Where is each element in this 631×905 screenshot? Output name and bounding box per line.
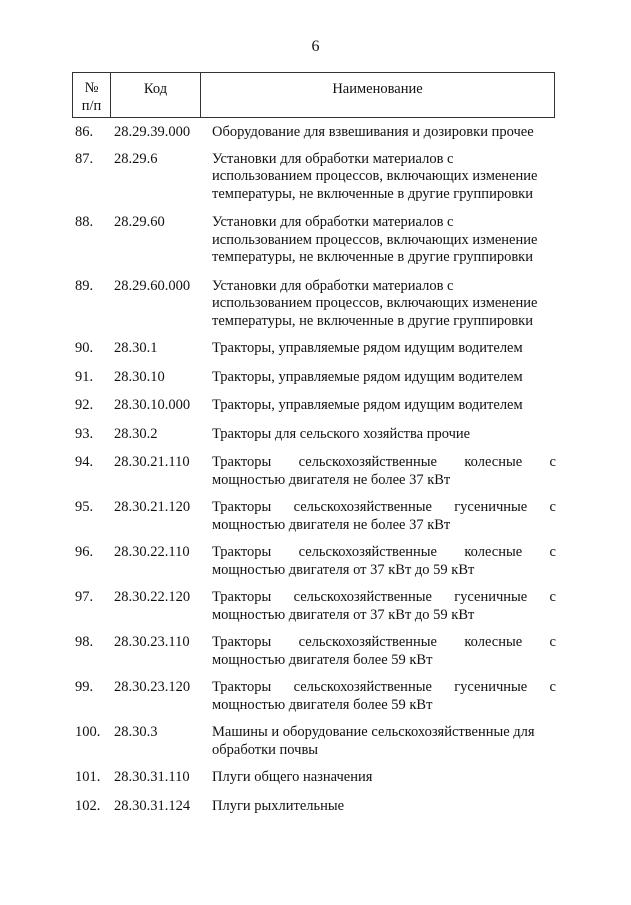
row-code: 28.30.21.110 <box>114 454 190 470</box>
table-row <box>72 278 556 331</box>
table-row <box>72 124 556 142</box>
row-number: 95. <box>75 499 94 515</box>
row-code: 28.29.6 <box>114 150 158 167</box>
row-number: 98. <box>75 634 94 650</box>
row-number: 99. <box>75 679 94 695</box>
row-number: 86. <box>75 124 94 140</box>
row-code: 28.30.1 <box>114 340 158 356</box>
header-num-abbr: п/п <box>81 98 102 114</box>
row-code: 28.29.60 <box>114 214 165 230</box>
header-name: Наименование <box>332 81 423 97</box>
row-name: Установки для обработки материалов с использованием процессов, включающих изменение температуры, не включенные в другие группировки <box>212 277 538 329</box>
row-name: Тракторы для сельского хозяйства прочие <box>212 425 471 442</box>
table-row <box>72 454 556 489</box>
row-code: 28.29.60.000 <box>114 277 191 294</box>
table-row <box>72 589 556 624</box>
table-row <box>72 634 556 669</box>
row-name: Тракторы, управляемые рядом идущим водителем <box>212 368 523 385</box>
row-number: 92. <box>75 397 94 413</box>
table-row <box>72 426 556 444</box>
row-name: Установки для обработки материалов с использованием процессов, включающих изменение температуры, не включенные в другие группировки <box>212 150 538 202</box>
row-number: 102. <box>75 797 101 814</box>
row-number: 91. <box>75 368 94 385</box>
row-name: Тракторы сельскохозяйственные колесные с мощностью двигателя не более 37 кВт <box>212 454 556 488</box>
table-row <box>72 798 556 816</box>
header-num-cell <box>73 73 111 117</box>
table-row <box>72 369 556 387</box>
table-header <box>72 72 555 118</box>
row-number: 94. <box>75 454 94 470</box>
row-name: Тракторы сельскохозяйственные колесные с мощностью двигателя более 59 кВт <box>212 634 556 668</box>
row-name: Тракторы, управляемые рядом идущим водителем <box>212 340 523 356</box>
header-code: Код <box>111 73 201 117</box>
row-name: Тракторы, управляемые рядом идущим водителем <box>212 397 523 413</box>
row-name: Тракторы сельскохозяйственные гусеничные с мощностью двигателя не более 37 кВт <box>212 499 556 533</box>
row-number: 87. <box>75 150 94 167</box>
table-row <box>72 769 556 787</box>
table-row <box>72 151 556 204</box>
table-row <box>72 544 556 579</box>
table-row <box>72 214 556 267</box>
row-name: Плуги общего назначения <box>212 769 373 785</box>
row-code: 28.30.23.120 <box>114 679 191 695</box>
row-code: 28.30.2 <box>114 425 158 442</box>
row-code: 28.29.39.000 <box>114 124 191 140</box>
row-number: 93. <box>75 425 94 442</box>
row-code: 28.30.3 <box>114 724 158 740</box>
page-number: 6 <box>311 38 320 55</box>
table-row <box>72 679 556 714</box>
table-row <box>72 499 556 534</box>
table-row <box>72 340 556 358</box>
row-code: 28.30.10 <box>114 368 165 385</box>
row-name: Тракторы сельскохозяйственные гусеничные с мощностью двигателя более 59 кВт <box>212 679 556 713</box>
row-name: Оборудование для взвешивания и дозировки прочее <box>212 124 534 140</box>
row-number: 97. <box>75 589 94 605</box>
row-code: 28.30.10.000 <box>114 397 191 413</box>
row-number: 88. <box>75 214 94 230</box>
row-number: 89. <box>75 277 94 294</box>
table-body <box>72 124 556 815</box>
table-row <box>72 724 556 759</box>
row-number: 101. <box>75 769 101 785</box>
row-code: 28.30.31.110 <box>114 769 190 785</box>
row-code: 28.30.21.120 <box>114 499 191 515</box>
row-code: 28.30.22.110 <box>114 544 190 560</box>
row-name: Тракторы сельскохозяйственные гусеничные с мощностью двигателя от 37 кВт до 59 кВт <box>212 589 556 623</box>
row-name: Тракторы сельскохозяйственные колесные с мощностью двигателя от 37 кВт до 59 кВт <box>212 544 556 578</box>
row-code: 28.30.31.124 <box>114 797 191 814</box>
row-code: 28.30.23.110 <box>114 634 190 650</box>
row-name: Установки для обработки материалов с использованием процессов, включающих изменение температуры, не включенные в другие группировки <box>212 214 538 265</box>
table-row <box>72 397 556 415</box>
row-name: Плуги рыхлительные <box>212 797 345 814</box>
row-number: 96. <box>75 544 94 560</box>
row-name: Машины и оборудование сельскохозяйственные для обработки почвы <box>212 724 535 758</box>
row-number: 100. <box>75 724 101 740</box>
header-num-symbol: № <box>84 80 99 96</box>
row-number: 90. <box>75 340 94 356</box>
row-code: 28.30.22.120 <box>114 589 191 605</box>
